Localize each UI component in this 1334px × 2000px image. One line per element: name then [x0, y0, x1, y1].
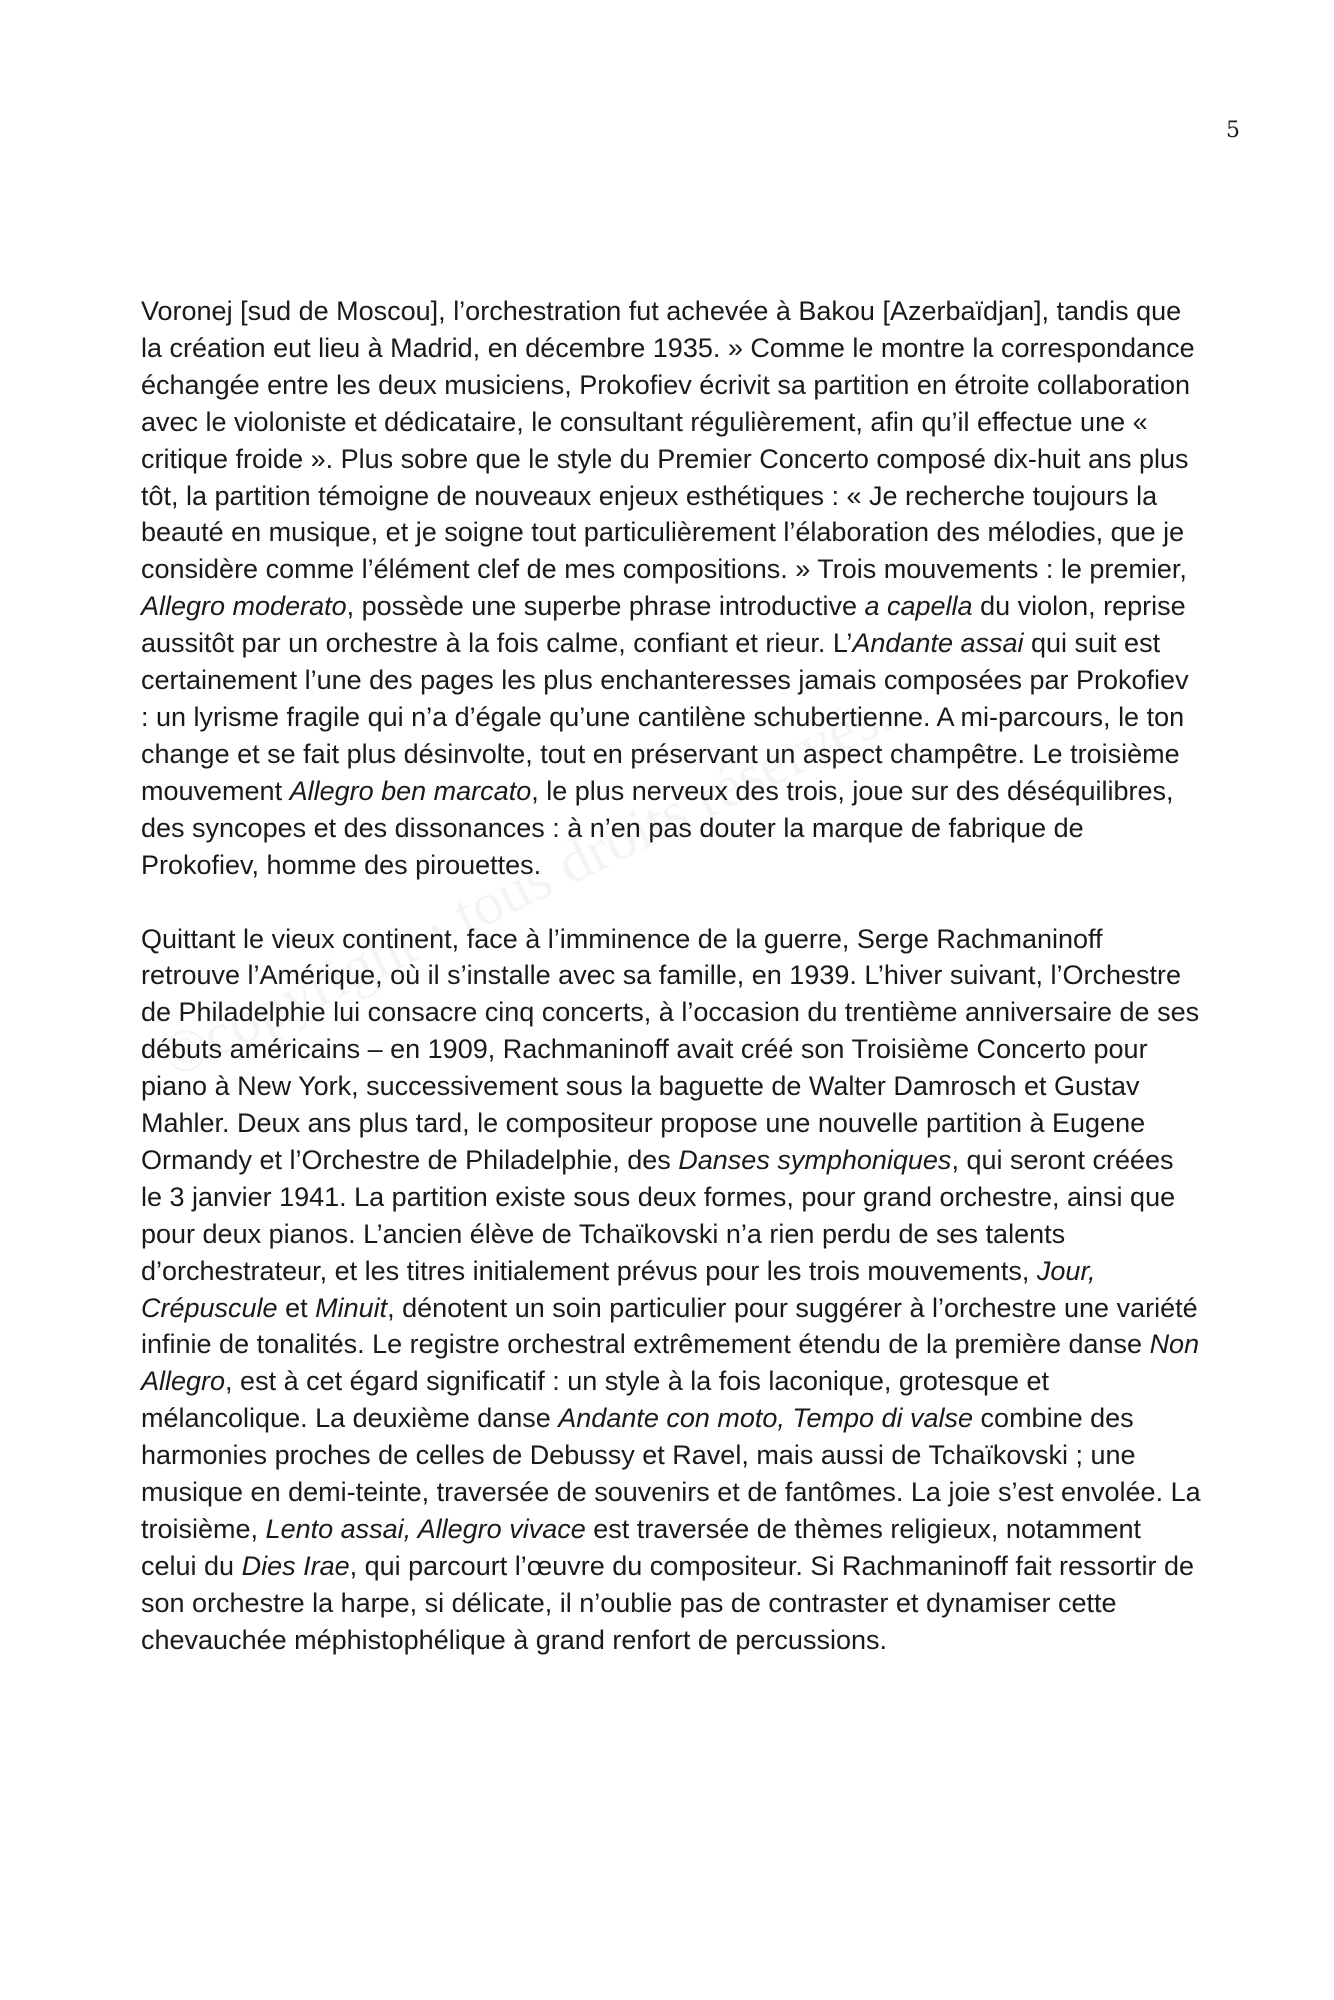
italic-title: Allegro ben marcato	[289, 775, 532, 806]
italic-title: Dies Irae	[241, 1550, 350, 1581]
text-run: , qui parcourt l’œuvre du compositeur. Si Rachmaninoff fait ressortir de son orchestre la harpe, si délicate, il n’oublie pas de contraster et dynamiser cette chevauchée méphistophélique à grand renfort de percussions.	[141, 1550, 1194, 1655]
text-run: , possède une superbe phrase introductive	[346, 591, 865, 622]
text-run: est traversée de thèmes religieux, notamment celui du	[141, 1514, 1142, 1581]
text-run: Quittant le vieux continent, face à l’imminence de la guerre, Serge Rachmaninoff retrouve l’Amérique, où il s’installe avec sa famille, en 1939. L’hiver suivant, l’Orchestre de Philadelphie lui consacre cinq concerts, à l’occasion du trentième anniversaire de ses débuts américains – en 1909, Rachmaninoff avait créé son Troisième Concerto pour piano à New York, successivement sous la baguette de Walter Damrosch et Gustav Mahler. Deux ans plus tard, le compositeur propose une nouvelle partition à Eugene Ormandy et l’Orchestre de Philadelphie, des	[141, 923, 1200, 1175]
italic-title: a capella	[864, 591, 973, 622]
text-run: Voronej [sud de Moscou], l’orchestration fut achevée à Bakou [Azerbaïdjan], tandis que la création eut lieu à Madrid, en décembre 1935. » Comme le montre la correspondance échangée entre les deux musiciens, Prokofiev écrivit sa partition en étroite collaboration avec le violoniste et dédicataire, le consultant régulièrement, afin qu’il effectue une « critique froide ». Plus sobre que le style du Premier Concerto composé dix-huit ans plus tôt, la partition témoigne de nouveaux enjeux esthétiques : « Je recherche toujours la beauté en musique, et je soigne tout particulièrement l’élaboration des mélodies, que je considère comme l’élément clef de mes compositions. » Trois mouvements : le premier,	[141, 296, 1195, 585]
text-run: , dénotent un soin particulier pour suggérer à l’orchestre une variété infinie de tonalités. Le registre orchestral extrêmement étendu de la première danse	[141, 1292, 1198, 1360]
italic-title: Non Allegro	[141, 1329, 1200, 1397]
italic-title: Jour, Crépuscule	[141, 1255, 1096, 1323]
text-run: combine des harmonies proches de celles de Debussy et Ravel, mais aussi de Tchaïkovski ; une musique en demi-teinte, traversée de souvenirs et de fantômes. La joie s’est envolée. La troisième,	[141, 1403, 1201, 1544]
italic-title: Andante assai	[852, 628, 1024, 659]
italic-title: Minuit	[315, 1292, 388, 1323]
body-text	[141, 293, 1201, 1659]
text-run: qui suit est certainement l’une des pages les plus enchanteresses jamais composées par Prokofiev : un lyrisme fragile qui n’a d’égale qu’une cantilène schubertienne. A mi-parcours, le ton change et se fait plus désinvolte, tout en préservant un aspect champêtre. Le troisième mouvement	[141, 628, 1189, 806]
paragraph-rachmaninoff	[141, 921, 1201, 1659]
text-run: , qui seront créées le 3 janvier 1941. La partition existe sous deux formes, pour grand orchestre, ainsi que pour deux pianos. L’ancien élève de Tchaïkovski n’a rien perdu de ses talents d’orchestrateur, et les titres initialement prévus pour les trois mouvements,	[141, 1144, 1176, 1286]
page-number: 5	[1226, 118, 1240, 143]
text-run: , est à cet égard significatif : un style à la fois laconique, grotesque et mélancolique. La deuxième danse	[141, 1366, 1050, 1434]
italic-title: Allegro moderato	[141, 591, 347, 622]
text-run: , le plus nerveux des trois, joue sur des déséquilibres, des syncopes et des dissonances : à n’en pas douter la marque de fabrique de Prokofiev, homme des pirouettes.	[141, 775, 1174, 880]
italic-title: Lento assai, Allegro vivace	[265, 1514, 586, 1544]
paragraph-prokofiev	[141, 293, 1201, 884]
text-run: et	[277, 1292, 316, 1323]
italic-title: Danses symphoniques	[678, 1144, 952, 1175]
italic-title: Andante con moto, Tempo di valse	[558, 1403, 974, 1434]
text-run: du violon, reprise aussitôt par un orchestre à la fois calme, confiant et rieur. L’	[141, 591, 1186, 659]
